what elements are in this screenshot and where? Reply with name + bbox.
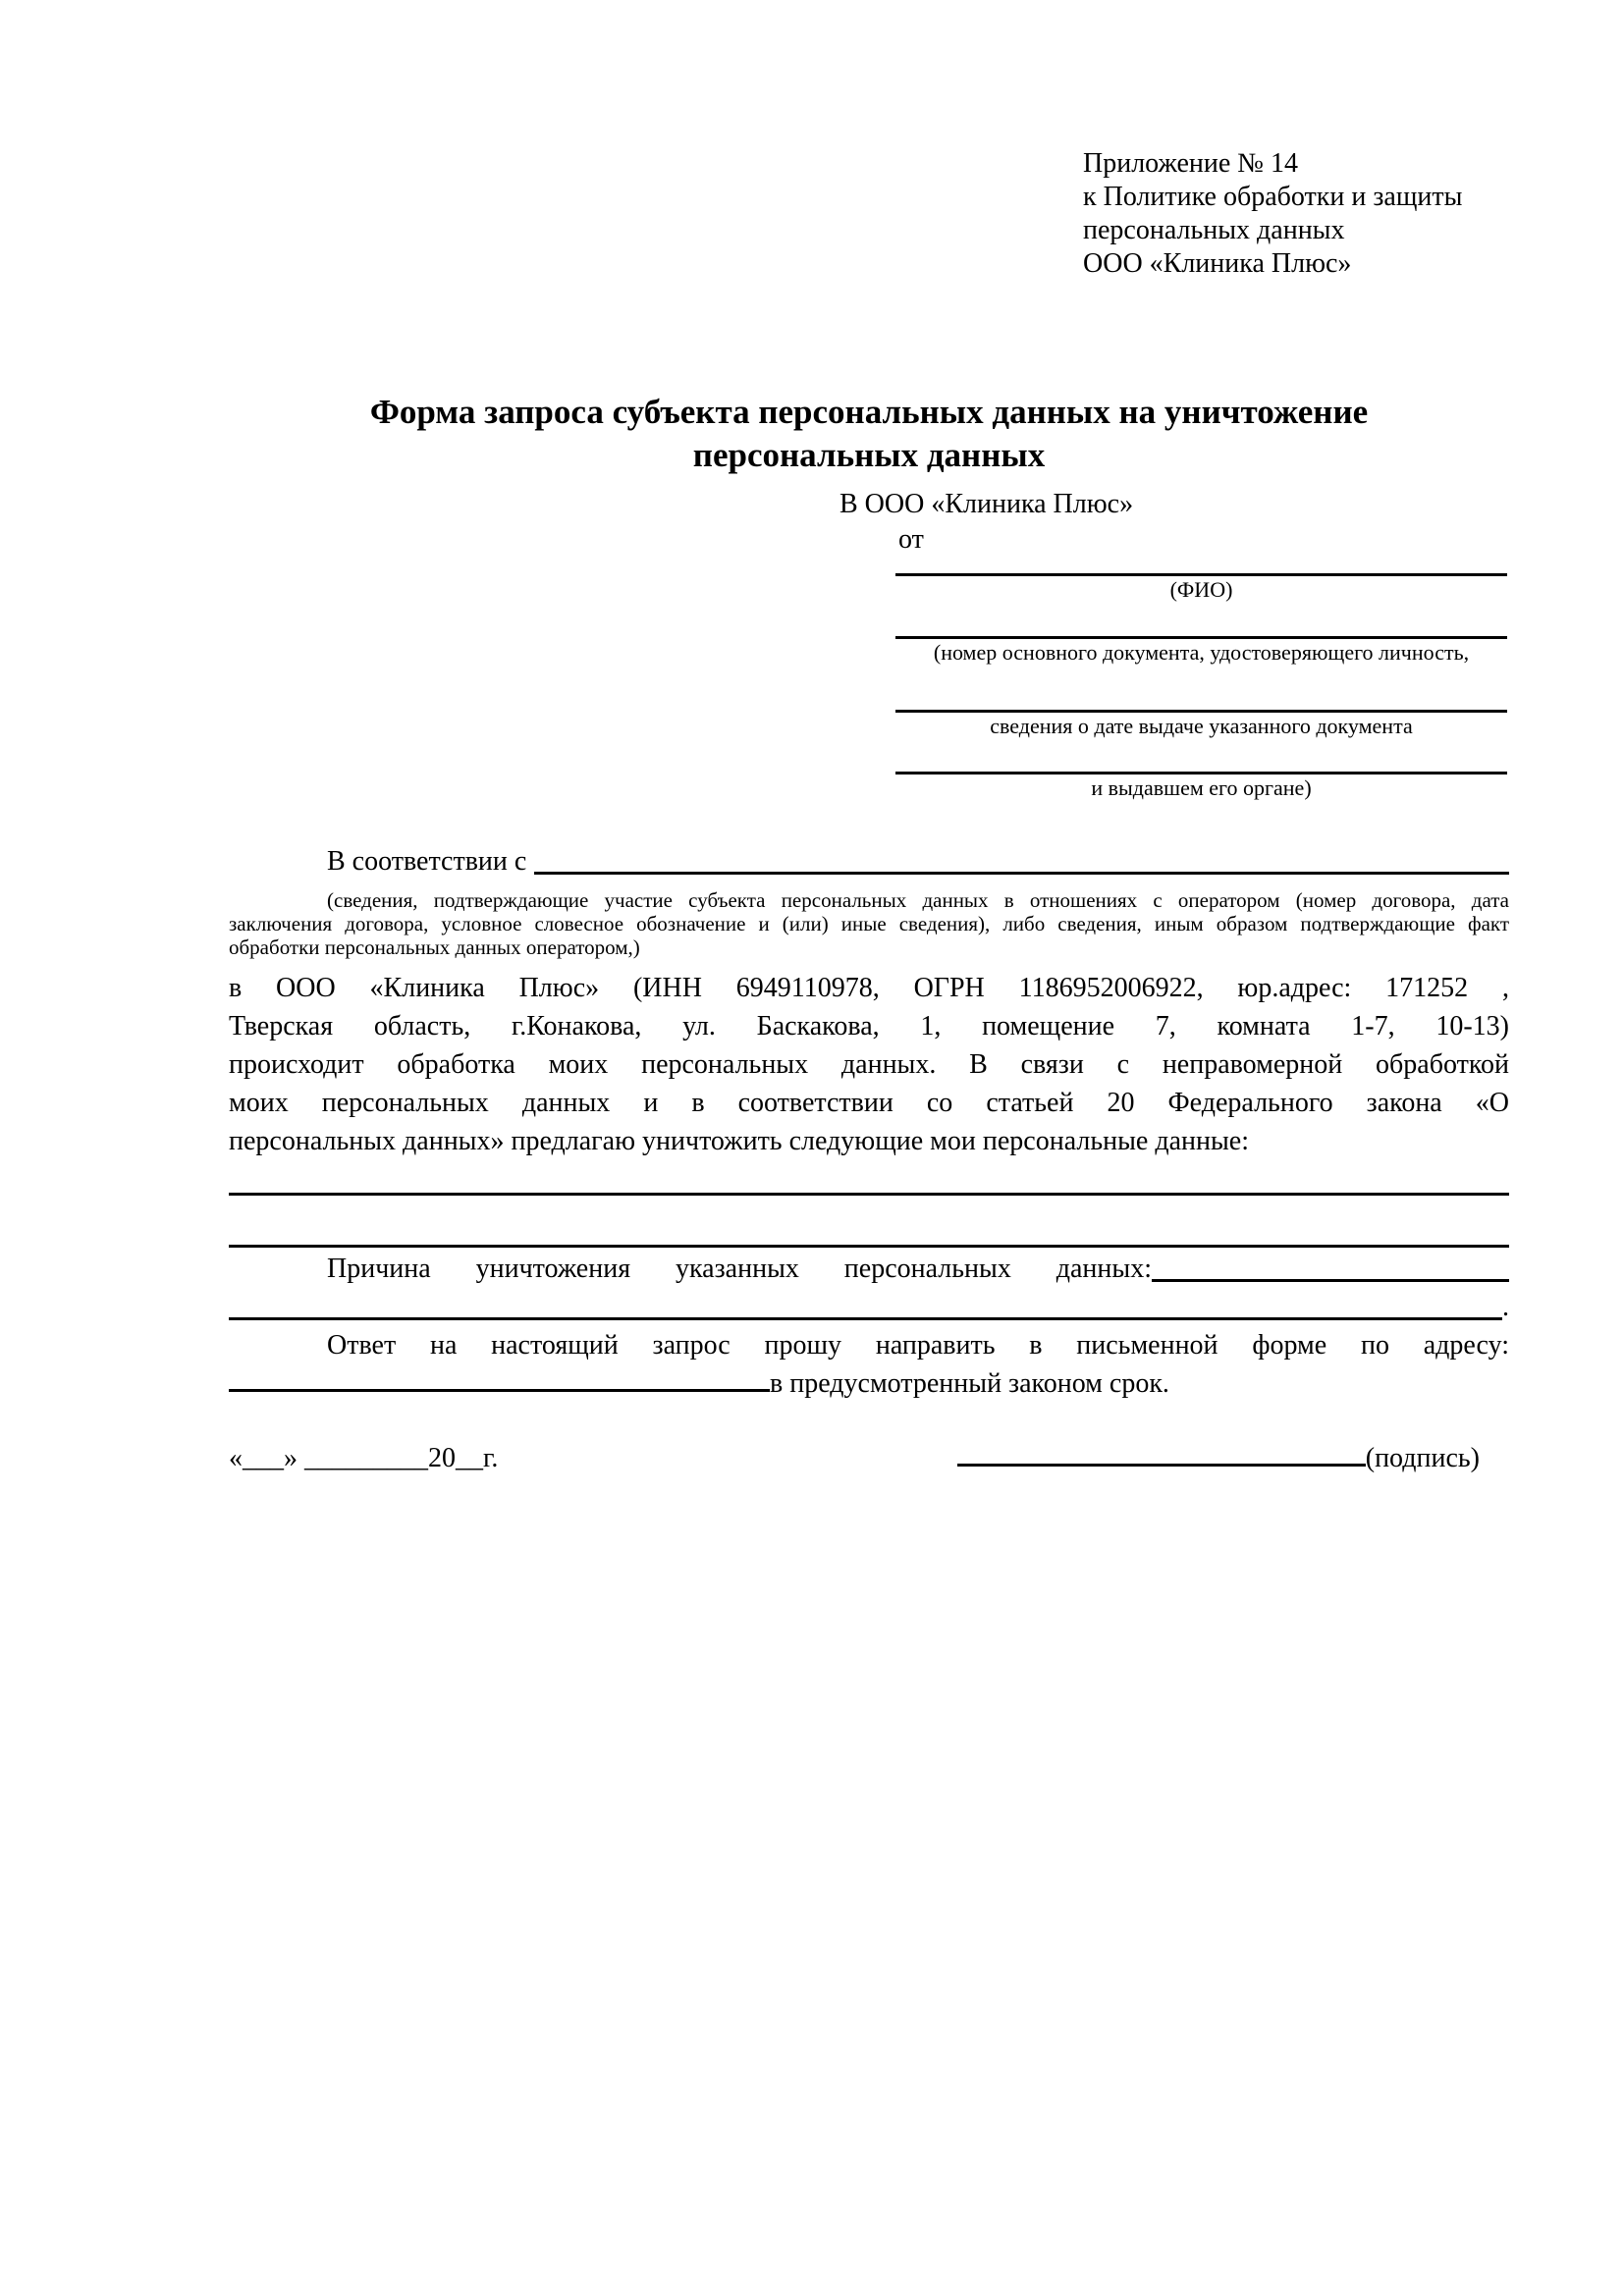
signature-blank-line[interactable]: [957, 1464, 1366, 1467]
issue-date-caption: сведения о дате выдаче указанного документа: [990, 714, 1413, 738]
body-line: происходит обработка моих персональных данных. В связи с неправомерной обработкой: [229, 1049, 1509, 1080]
appendix-line: ООО «Клиника Плюс»: [1083, 248, 1352, 279]
reason-row: [229, 1250, 1509, 1288]
body-line: моих персональных данных и в соответствии со статьей 20 Федерального закона «О: [229, 1088, 1509, 1118]
date-field[interactable]: «___» _________20__г.: [229, 1443, 499, 1473]
response-lead: Ответ на настоящий запрос прошу направить в письменной форме по адресу:: [327, 1330, 1509, 1361]
response-tail: в предусмотренный законом срок.: [770, 1368, 1169, 1399]
accordance-note-line: обработки персональных данных оператором,): [229, 935, 640, 959]
issuer-caption: и выдавшем его органе): [1091, 775, 1312, 800]
addressee-from-label: от: [898, 524, 924, 555]
page-title-line: персональных данных: [692, 436, 1046, 474]
accordance-row: [229, 842, 1509, 881]
personal-data-blank-line-1[interactable]: [229, 1193, 1509, 1196]
body-line: персональных данных» предлагаю уничтожить следующие мои персональные данные:: [229, 1126, 1249, 1156]
reason-blank-line-2[interactable]: [229, 1288, 1502, 1320]
signature-caption: (подпись): [1365, 1443, 1480, 1473]
body-line: Тверская область, г.Конакова, ул. Баскакова, 1, помещение 7, комната 1-7, 10-13): [229, 1011, 1509, 1041]
addressee-organization: В ООО «Клиника Плюс»: [839, 489, 1134, 519]
signature-row: [229, 1439, 1509, 1477]
identity-document-caption: (номер основного документа, удостоверяющего личность,: [933, 640, 1470, 665]
reason-label: Причина уничтожения указанных персональных данных:: [327, 1254, 1152, 1284]
accordance-note-line: заключения договора, условное словесное обозначение и (или) иные сведения), либо сведения, иным образом подтверждающие факт: [229, 912, 1509, 935]
page-title-line: Форма запроса субъекта персональных данных на уничтожение: [369, 393, 1369, 431]
response-address-blank-line[interactable]: [229, 1389, 770, 1392]
accordance-note: [229, 888, 1509, 959]
personal-data-blank-line-2[interactable]: [229, 1245, 1509, 1248]
appendix-line: к Политике обработки и защиты: [1083, 182, 1463, 212]
appendix-block: [1083, 147, 1509, 281]
accordance-blank-line[interactable]: [534, 842, 1509, 875]
body-line: в ООО «Клиника Плюс» (ИНН 6949110978, ОГРН 1186952006922, юр.адрес: 171252 ,: [229, 973, 1509, 1003]
body-paragraph: [229, 969, 1509, 1160]
reason-continuation-row: [229, 1288, 1509, 1326]
response-address-row: [229, 1364, 1509, 1403]
appendix-line: персональных данных: [1083, 215, 1345, 245]
fio-field-caption: (ФИО): [1169, 577, 1233, 602]
signature-group: [957, 1439, 1480, 1477]
page-title: [229, 391, 1509, 477]
accordance-lead: В соответствии с: [327, 846, 527, 877]
appendix-line: Приложение № 14: [1083, 148, 1298, 179]
reason-period: .: [1502, 1292, 1509, 1322]
reason-blank-line[interactable]: [1152, 1250, 1509, 1282]
accordance-note-line: (сведения, подтверждающие участие субъекта персональных данных в отношениях с оператором (номер договора, дата: [327, 888, 1509, 912]
